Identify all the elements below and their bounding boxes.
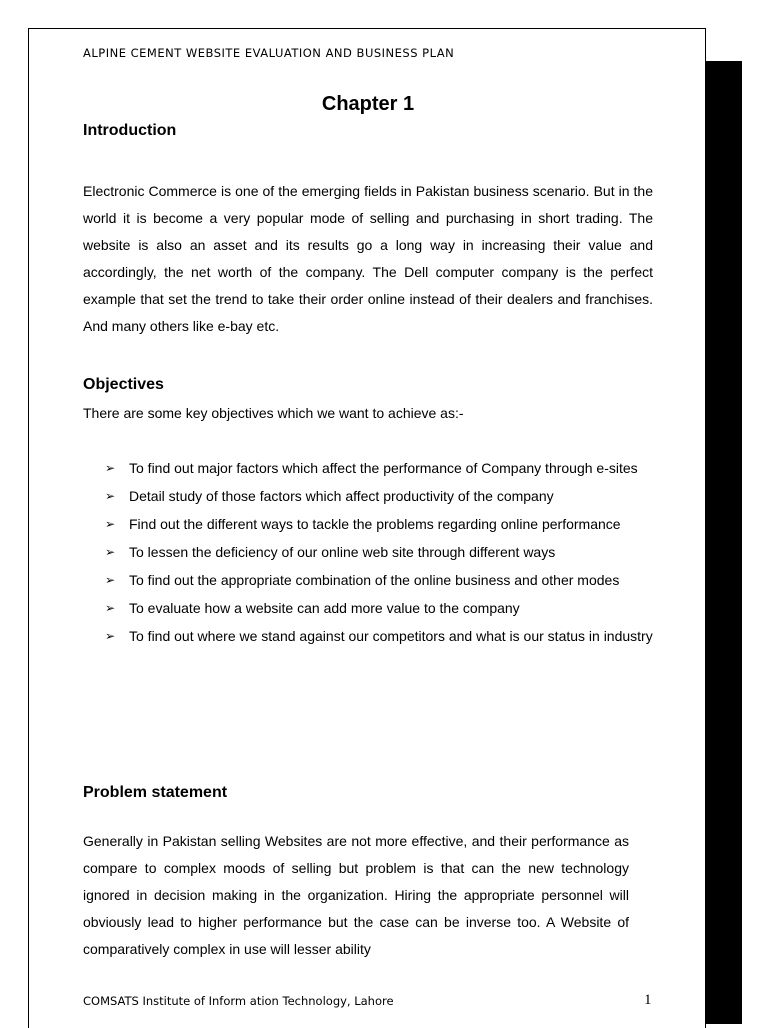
- list-item-text: To evaluate how a website can add more value to the company: [129, 600, 520, 616]
- list-item-text: Find out the different ways to tackle the problems regarding online performance: [129, 516, 621, 532]
- page-shadow: [706, 61, 742, 1024]
- introduction-heading: Introduction: [83, 122, 177, 139]
- arrow-bullet-icon: ➢: [105, 601, 116, 615]
- list-item: [83, 623, 654, 650]
- list-item: [83, 455, 654, 482]
- running-header: ALPINE CEMENT WEBSITE EVALUATION AND BUSINESS PLAN: [83, 46, 455, 60]
- list-item: [83, 483, 654, 510]
- list-item: [83, 595, 654, 622]
- list-item-text: To find out where we stand against our competitors and what is our status in industry: [129, 628, 653, 644]
- list-item-text: Detail study of those factors which affect productivity of the company: [129, 488, 554, 504]
- arrow-bullet-icon: ➢: [105, 517, 116, 531]
- list-item-text: To find out major factors which affect the performance of Company through e-sites: [129, 460, 638, 476]
- problem-statement-paragraph: Generally in Pakistan selling Websites are not more effective, and their performance as compare to complex moods of selling but problem is that can the new technology ignored in decision making in the organization. Hiring the appropriate personnel will obviously lead to higher performance but the case can be inverse too. A Website of comparatively complex in use will lesser ability: [83, 833, 629, 957]
- page-number: 1: [644, 992, 652, 1008]
- objectives-intro: There are some key objectives which we want to achieve as:-: [83, 405, 464, 421]
- introduction-paragraph: Electronic Commerce is one of the emerging fields in Pakistan business scenario. But in the world it is become a very popular mode of selling and purchasing in short trading. The website is also an asset and its results go a long way in increasing their value and accordingly, the net worth of the company. The Dell computer company is the perfect example that set the trend to take their order online instead of their dealers and franchises. And many others like e-bay etc.: [83, 183, 653, 334]
- arrow-bullet-icon: ➢: [105, 545, 116, 559]
- list-item: [83, 567, 654, 594]
- footer-institute: COMSATS Institute of Inform ation Technology, Lahore: [83, 994, 394, 1008]
- problem-statement-heading: Problem statement: [83, 784, 228, 801]
- arrow-bullet-icon: ➢: [105, 489, 116, 503]
- arrow-bullet-icon: ➢: [105, 629, 116, 643]
- list-item-text: To find out the appropriate combination of the online business and other modes: [129, 572, 620, 588]
- arrow-bullet-icon: ➢: [105, 573, 116, 587]
- chapter-title: Chapter 1: [321, 93, 415, 115]
- document-page: [28, 28, 706, 1028]
- list-item: [83, 539, 654, 566]
- list-item-text: To lessen the deficiency of our online web site through different ways: [129, 544, 556, 560]
- objectives-list: [83, 455, 654, 651]
- arrow-bullet-icon: ➢: [105, 461, 116, 475]
- objectives-heading: Objectives: [83, 376, 164, 393]
- list-item: [83, 511, 654, 538]
